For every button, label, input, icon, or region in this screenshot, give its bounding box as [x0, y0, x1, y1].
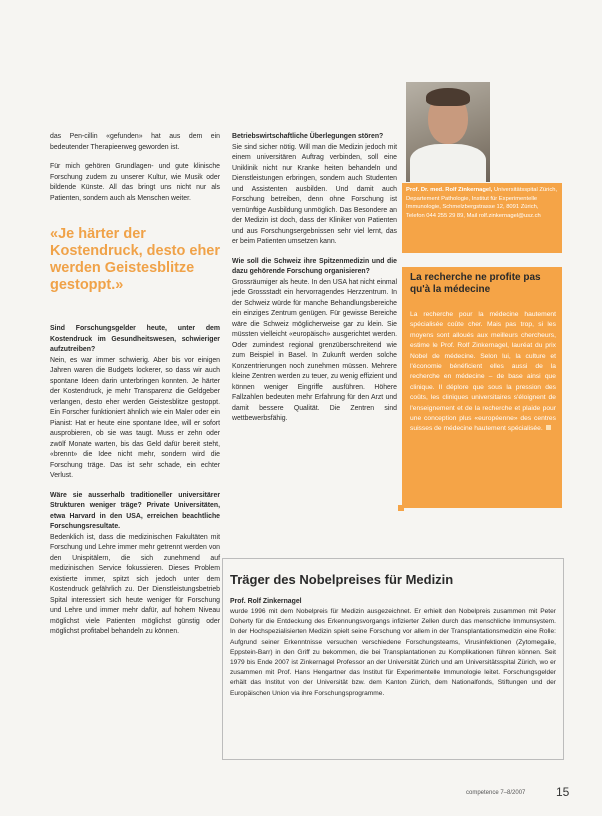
paragraph: das Pen-cillin «gefunden» hat aus dem ein bedeutender Therapieerweg geworden ist.: [50, 133, 220, 151]
author-info: [406, 186, 558, 220]
author-name: Prof. Dr. med. Rolf Zinkernagel,: [406, 187, 493, 193]
text-column-middle: [232, 132, 397, 434]
author-details: Universitätsspital Zürich, Departement Pathologie, Institut für Experimentelle Immunologie, Schmelzbergstrasse 12, 8091 Zürich, Telefon 044 255 29 89, Mail rolf.zinkernagel@usz.ch: [406, 187, 558, 219]
answer: Nein, es war immer schwierig. Aber bis vor einigen Jahren waren die Budgets lockerer, so dass wir auch spontane Ideen darin unterbringen konnten. Je härter der Kostendruck, je mehr Transparenz die Geldgeber verlangen, desto eher werden Geistesblitze gestoppt. Ein Forscher funktioniert ähnlich wie ein Maler oder ein Pianist: Hat er heute eine spontane Idee, will er sofort ausprobieren, ob sie was taugt. Muss er zehn oder zwölf Monate warten, bis das Geld dafür bereit steht, «brennt» die Idee nicht mehr, sondern wird die Forschung träge. Das ist sehr schade, ein echter Verlust.: [50, 356, 220, 479]
end-square-icon: [546, 425, 551, 430]
pull-quote: «Je härter der Kostendruck, desto eher werden Geistesblitze gestoppt.»: [50, 226, 221, 293]
sidebar-body: [410, 310, 556, 435]
sidebar-title: La recherche ne profite pas qu'à la médecine: [410, 272, 541, 295]
question: Sind Forschungsgelder heute, unter dem Kostendruck im Gesundheitswesen, schwieriger aufzutreiben?: [50, 325, 220, 353]
nobel-title: Träger des Nobelpreises für Medizin: [230, 572, 454, 587]
text-column-left: [50, 132, 220, 647]
answer: Bedenklich ist, dass die medizinischen Fakultäten mit Forschung und Lehre immer mehr getrennt werden von den Unispitälern, die sich zunehmend auf medizinischen Service fokussieren. Dieses Problem existierte immer, spitzt sich jedoch unter dem Kostendruck gefährlich zu. Der Dienstleistungsbetrieb Spital interessiert sich heute weniger für Forschung und Lehre und immer mehr dafür, auf hohem Niveau möglichst viele Patienten möglichst günstig oder möglichst profitabel behandeln zu können.: [50, 533, 220, 635]
sidebar-text: La recherche pour la médecine hautement spécialisée coûte cher. Mais pas trop, si les moyens sont alloués aux meilleurs chercheurs, estime le Prof. Rolf Zinkernagel, lauréat du prix Nobel de médecine. Selon lui, la culture et l'économie bénéficient elles aussi de la recherche en médecine – de base ainsi que clinique. Il déplore que sous la pression des coûts, les cliniques universitaires s'éloignent de l'enseignement et de la recherche et plaide pour une conception plus «européenne» des centres suisses de médecine hautement spécialisée.: [410, 311, 556, 433]
nobel-subtitle: Prof. Rolf Zinkernagel: [230, 598, 302, 605]
end-square-icon: [398, 505, 404, 511]
nobel-body: wurde 1996 mit dem Nobelpreis für Medizin ausgezeichnet. Er erhielt den Nobelpreis zusammen mit Peter Doherty für die Entdeckung des Erkennungsvorgangs infizierter Zellen durch das menschliche Immunsystem. In der Hochspezialisierten Medizin spielt seine Forschung vor allem in der Transplantationsmedizin eine Rolle: Aufgrund seiner Erkenntnisse versuchen verschiedene Forschungsteams, Virusinfektionen (Zytomegalie, Eppstein-Barr) in den Griff zu bekommen, die bei Transplantationen zu Komplikationen führen können. Seit 1979 bis Ende 2007 ist Zinkernagel Professor an der Universität Zürich und am Universitätsspital Zürich, wo er zusammen mit Prof. Hans Hengartner das Institut für Experimentelle Immunologie leitet. Forschungsgelder erhält das Institut von der Universität bzw. dem Kanton Zürich, dem Nationalfonds, Stiftungen und der Europäischen Union via ihre Forschungsprogramme.: [230, 608, 556, 697]
question: Wäre sie ausserhalb traditioneller universitärer Strukturen weniger träge? Private Universitäten, etwa Harvard in den USA, erreichen beachtliche Forschungsresultate.: [50, 491, 220, 530]
question: Wie soll die Schweiz ihre Spitzenmedizin und die dazu gehörende Forschung organisieren?: [232, 257, 397, 275]
answer: Sie sind sicher nötig. Will man die Medizin jedoch mit einem universitären Auftrag verbinden, soll eine Uniklinik nicht nur Kranke heiten behandeln und Dienstleistungen erbringen, sondern auch Studenten und Assistenten ausbilden. Und damit auch Forschung betreiben, denn ohne Forschung ist vernünftige Ausbildung unmöglich. Das Besondere an der Medizin ist doch, dass der Kliniker von Patienten und aus Forschungsergebnissen sehr viel lernt, das er beim Patienten umsetzen kann.: [232, 143, 397, 245]
footer-text: competence 7–8/2007: [466, 790, 526, 796]
paragraph: Für mich gehören Grundlagen- und gute klinische Forschung zudem zu unserer Kultur, wie Musik oder bildende Künste. All das bringt uns nicht nur als Patienten, sondern auch als Menschen weiter.: [50, 163, 220, 202]
portrait-photo: [406, 82, 490, 182]
question: Betriebswirtschaftliche Überlegungen stören?: [232, 133, 384, 140]
box-separator: [402, 253, 562, 267]
answer: Grossräumiger als heute. In den USA hat nicht einmal jede Grossstadt ein hervorragendes Herzzentrum. In der Schweiz würde für manche Behandlungsbereiche ein einziges Zentrum genügen. Für gewisse Bereiche wäre die Schweiz möglicherweise gar zu klein. Sie müssten vielleicht «europäisch» ausgerichtet werden. Oder zumindest regional grenzüberschreitend wie zum Beispiel in Basel. In Zukunft werden solche Konzentrierungen noch zunehmen müssen. Mehrere kleine Zentren werden zu teuer, zu wenig effizient und können weniger Eingriffe ausführen. Höhere Fallzahlen bedeuten mehr Erfahrung für den Arzt und damit bessere Qualität. Die Zentren sind wettbewerbsfähig.: [232, 278, 397, 422]
page-number: 15: [556, 785, 570, 799]
